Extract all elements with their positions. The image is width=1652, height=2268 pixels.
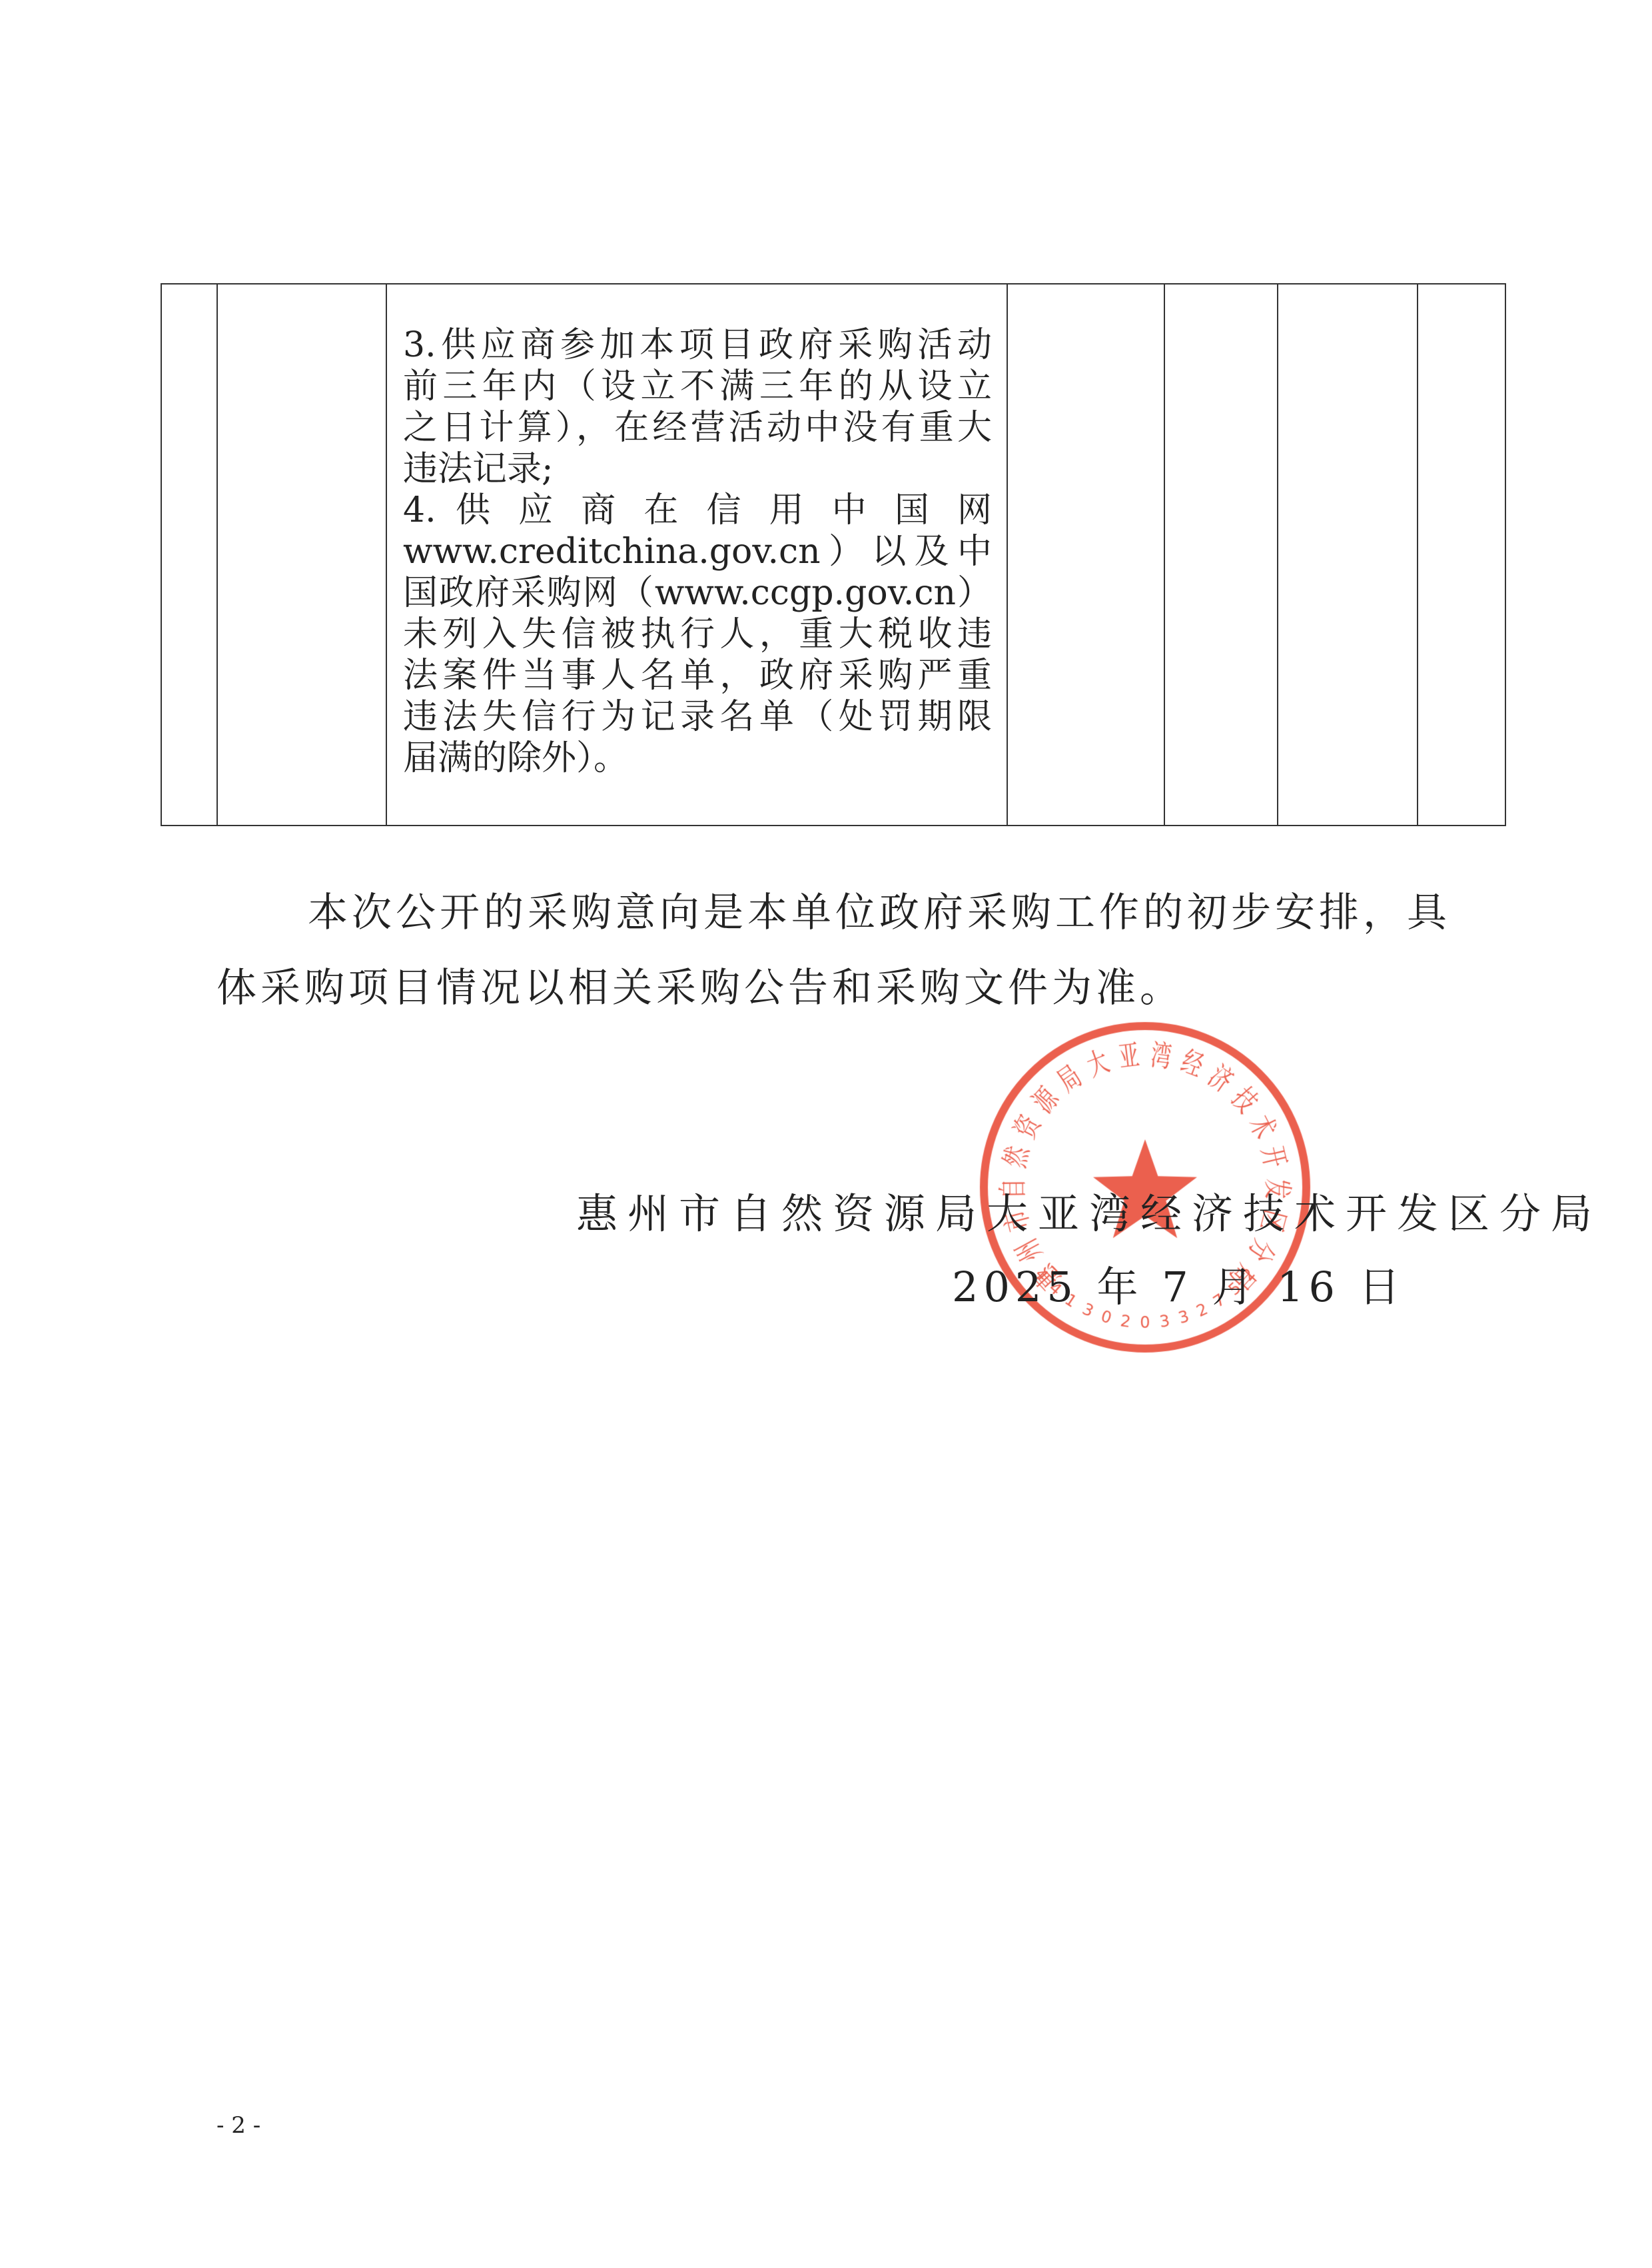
table-divider — [1007, 284, 1008, 825]
requirement-line: 法案件当事人名单，政府采购严重 — [403, 656, 992, 696]
requirement-line: 前三年内（设立不满三年的从设立 — [403, 366, 992, 406]
requirement-line: 3.供应商参加本项目政府采购活动 — [403, 325, 992, 365]
issue-date: 2025 年 7 月 16 日 — [952, 1263, 1406, 1311]
procurement-table — [161, 283, 1506, 826]
issuing-organization: 惠州市自然资源局大亚湾经济技术开发区分局 — [576, 1189, 1603, 1238]
table-divider — [1417, 284, 1418, 825]
supplier-requirements-cell — [403, 324, 992, 779]
requirement-line: 4. 供 应 商 在 信 用 中 国 网 — [403, 490, 992, 530]
requirement-line: 届满的除外）。 — [403, 738, 629, 778]
table-divider — [1164, 284, 1165, 825]
notice-paragraph-line-2: 体采购项目情况以相关采购公告和采购文件为准。 — [216, 965, 1184, 1011]
table-divider — [216, 284, 218, 825]
notice-paragraph-line-1: 本次公开的采购意向是本单位政府采购工作的初步安排，具 — [308, 889, 1451, 936]
requirement-line: 未列入失信被执行人，重大税收违 — [403, 614, 992, 654]
requirement-line: www.creditchina.gov.cn）以及中 — [403, 532, 992, 572]
requirement-line: 之日计算），在经营活动中没有重大 — [403, 408, 992, 448]
table-divider — [386, 284, 387, 825]
page-number: - 2 - — [216, 2112, 261, 2139]
requirement-line: 违法记录; — [403, 449, 554, 489]
table-divider — [1277, 284, 1278, 825]
requirement-line: 违法失信行为记录名单（处罚期限 — [403, 697, 992, 737]
requirement-line: 国政府采购网（www.ccgp.gov.cn） — [403, 573, 992, 613]
